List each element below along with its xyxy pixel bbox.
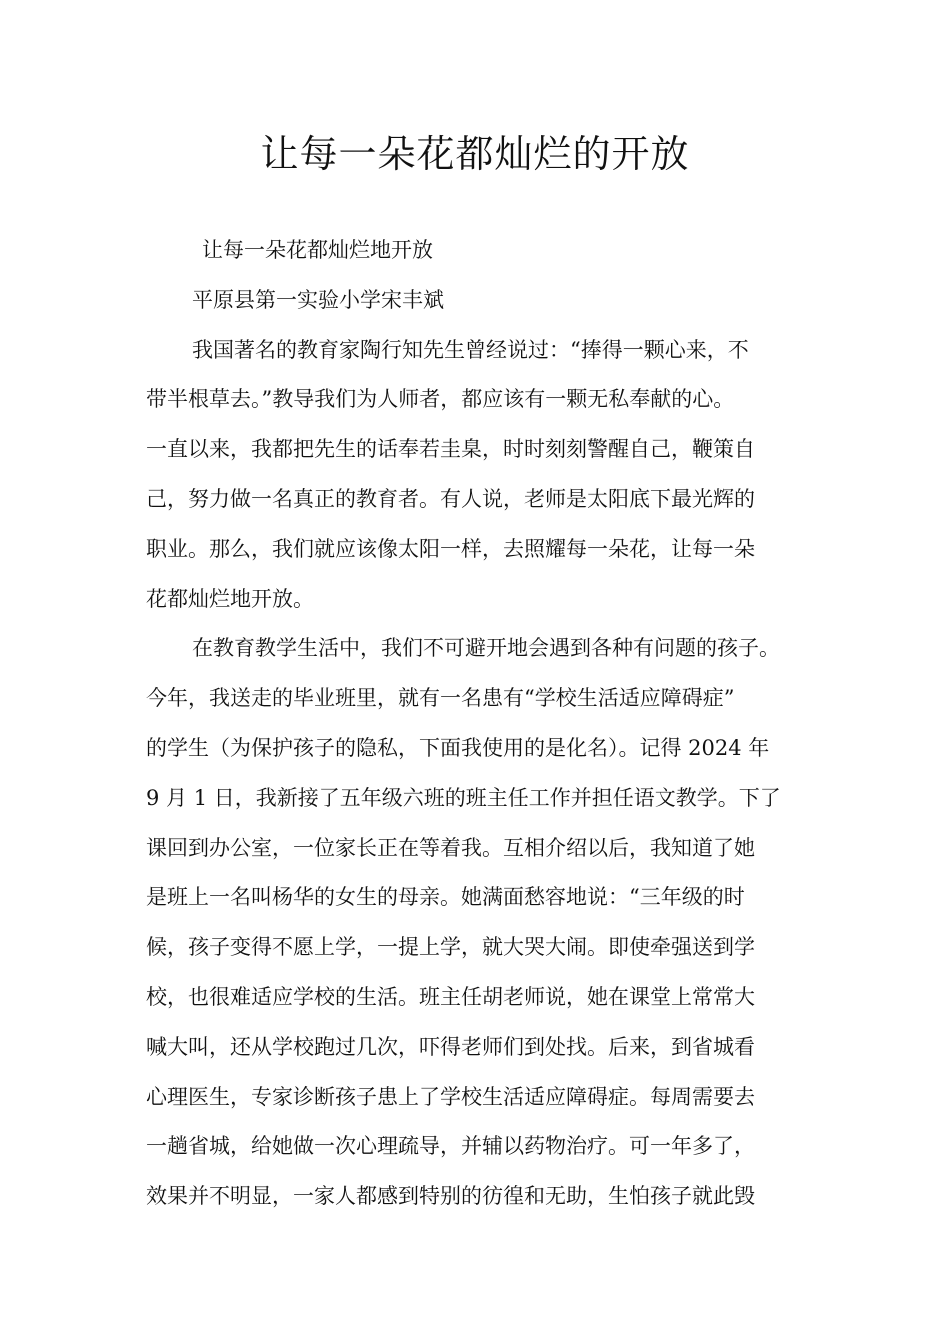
- paragraph-line: 一趟省城，给她做一次心理疏导，并辅以药物治疗。可一年多了，: [146, 1134, 755, 1159]
- paragraph-line: 花都灿烂地开放。: [146, 586, 314, 611]
- paragraph-line: 喊大叫，还从学校跑过几次，吓得老师们到处找。后来，到省城看: [146, 1034, 755, 1059]
- paragraph-line: 候，孩子变得不愿上学，一提上学，就大哭大闹。即使牵强送到学: [146, 935, 755, 960]
- paragraph-line: 我国著名的教育家陶行知先生曾经说过：“捧得一颗心来，不: [192, 337, 749, 362]
- paragraph-line: 效果并不明显，一家人都感到特别的彷徨和无助，生怕孩子就此毁: [146, 1184, 755, 1209]
- paragraph-line: 带半根草去。”教导我们为人师者，都应该有一颗无私奉献的心。: [146, 387, 735, 412]
- paragraph-line: 是班上一名叫杨华的女生的母亲。她满面愁容地说：“三年级的时: [146, 885, 745, 910]
- paragraph-line: 在教育教学生活中，我们不可避开地会遇到各种有问题的孩子。: [192, 636, 780, 661]
- paragraph-line: 9 月 1 日，我新接了五年级六班的班主任工作并担任语文教学。下了: [146, 785, 781, 810]
- document-author: 平原县第一实验小学宋丰斌: [192, 287, 444, 312]
- paragraph-line: 职业。那么，我们就应该像太阳一样，去照耀每一朵花，让每一朵: [146, 536, 755, 561]
- paragraph-1: [146, 326, 836, 625]
- paragraph-line: 一直以来，我都把先生的话奉若圭臬，时时刻刻警醒自己，鞭策自: [146, 437, 755, 462]
- document-body: [146, 226, 836, 1222]
- paragraph-line: 己，努力做一名真正的教育者。有人说，老师是太阳底下最光辉的: [146, 486, 755, 511]
- document-title: 让每一朵花都灿烂的开放: [260, 132, 690, 176]
- paragraph-line: 校，也很难适应学校的生活。班主任胡老师说，她在课堂上常常大: [146, 984, 755, 1009]
- paragraph-2: [146, 624, 836, 1222]
- paragraph-line: 课回到办公室，一位家长正在等着我。互相介绍以后，我知道了她: [146, 835, 755, 860]
- document-subtitle: 让每一朵花都灿烂地开放: [202, 238, 433, 262]
- paragraph-line: 的学生（为保护孩子的隐私，下面我使用的是化名）。记得 2024 年: [146, 735, 770, 760]
- paragraph-line: 心理医生，专家诊断孩子患上了学校生活适应障碍症。每周需要去: [146, 1084, 755, 1109]
- paragraph-line: 今年，我送走的毕业班里，就有一名患有“学校生活适应障碍症”: [146, 686, 735, 711]
